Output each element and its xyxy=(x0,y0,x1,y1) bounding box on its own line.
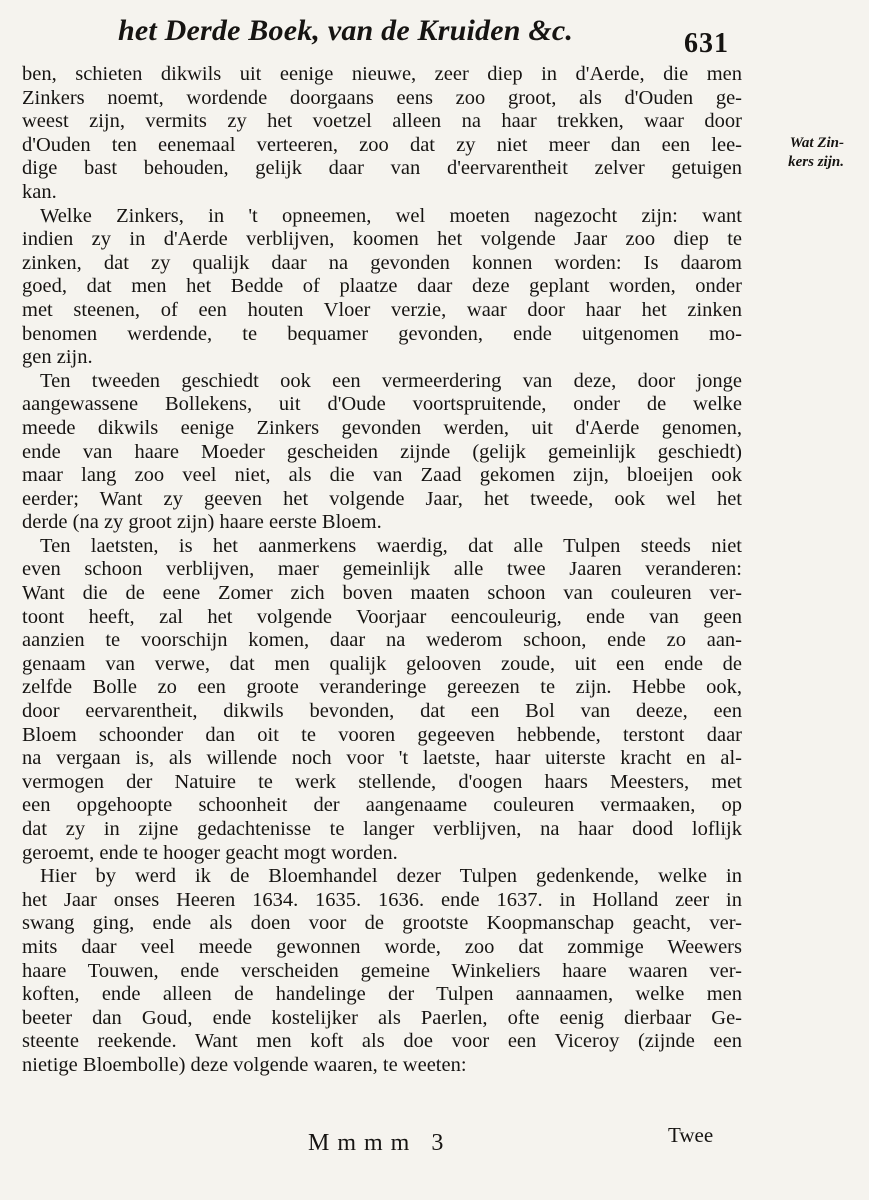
text-line: Hier by werd ik de Bloemhandel dezer Tulpen gedenkende, welke in xyxy=(40,865,742,888)
margin-note xyxy=(744,134,844,172)
text-line: na vergaan is, als willende noch voor 't laetste, haar uiterste kracht en al- xyxy=(22,747,742,770)
text-line: dat zy in zijne gedachtenisse te langer verblijven, na haar dood loflijk xyxy=(22,818,742,840)
text-line: haare Touwen, ende verscheiden gemeine Winkeliers haare waaren ver- xyxy=(22,959,742,982)
text-line: gen zijn. xyxy=(22,346,93,369)
running-title: het Derde Boek, van de Kruiden &c. xyxy=(118,14,574,47)
text-line: aangewassene Bollekens, uit d'Oude voortspruitende, onder de welke xyxy=(22,393,742,416)
text-line: steente reekende. Want men koft als doe voor een Viceroy (zijnde een xyxy=(22,1030,742,1053)
text-line: eerder; Want zy geeven het volgende Jaar, het tweede, ook wel het xyxy=(22,487,742,510)
text-line: geroemt, ende te hooger geacht mogt worden. xyxy=(22,841,398,864)
text-line: nietige Bloembolle) deze volgende waaren, te weeten: xyxy=(22,1053,467,1076)
text-line: koften, ende alleen de handelinge der Tulpen aannaamen, welke men xyxy=(22,983,742,1006)
text-line: aanzien te voorschijn komen, daar na wederom schoon, ende zo aan- xyxy=(22,629,742,652)
text-line: zelfde Bolle zo een groote veranderinge gereezen te zijn. Hebbe ook, xyxy=(22,676,742,699)
margin-note-line: kers zijn. xyxy=(788,154,844,170)
text-line: beeter dan Goud, ende kostelijker als Paerlen, ofte eenig dierbaar Ge- xyxy=(22,1006,742,1029)
text-line: maar lang zoo veel niet, als die van Zaad gekomen zijn, bloeijen ook xyxy=(22,464,742,487)
text-line: dige bast behouden, gelijk daar van d'eervarentheit zelver getuigen xyxy=(22,157,742,180)
text-line: door eervarentheit, dikwils bevonden, dat een Bol van deeze, een xyxy=(22,700,742,723)
page-number: 631 xyxy=(684,28,729,59)
text-line: ben, schieten dikwils uit eenige nieuwe, zeer diep in d'Aerde, die men xyxy=(22,63,742,85)
text-line: genaam van verwe, dat men qualijk gelooven zoude, uit een ende de xyxy=(22,652,742,675)
text-line: met steenen, of een houten Vloer verzie, waar door haar het zinken xyxy=(22,298,742,321)
text-line: Ten tweeden geschiedt ook een vermeerdering van deze, door jonge xyxy=(40,369,742,392)
text-line: Zinkers noemt, wordende doorgaans eens zoo groot, als d'Ouden ge- xyxy=(22,86,742,109)
text-line: mits daar veel meede gewonnen worde, zoo dat zommige Weewers xyxy=(22,935,742,958)
text-line: vermogen der Natuire te werk stellende, d'oogen haars Meesters, met xyxy=(22,770,742,793)
text-line: zinken, dat zy qualijk daar na gevonden konnen worden: Is daarom xyxy=(22,251,742,274)
signature-mark: Mmmm 3 xyxy=(308,1130,452,1156)
text-line: d'Ouden ten eenemaal verteeren, zoo dat zy niet meer dan een lee- xyxy=(22,133,742,156)
text-line: Ten laetsten, is het aanmerkens waerdig, dat alle Tulpen steeds niet xyxy=(40,534,742,557)
text-line: derde (na zy groot zijn) haare eerste Bloem. xyxy=(22,511,382,534)
text-line: goed, dat men het Bedde of plaatze daar deze geplant worden, onder xyxy=(22,275,742,298)
text-line: indien zy in d'Aerde verblijven, koomen het volgende Jaar zoo diep te xyxy=(22,228,742,251)
text-line: swang ging, ende als doen voor de grootste Koopmanschap geacht, ver- xyxy=(22,912,742,935)
margin-note-line: Wat Zin- xyxy=(789,135,844,151)
text-line: meede dikwils eenige Zinkers gevonden werden, uit d'Aerde genomen, xyxy=(22,416,742,439)
text-line: ende van haare Moeder gescheiden zijnde (gelijk gemeinlijk geschiedt) xyxy=(22,440,742,463)
text-line: toont heeft, zal het volgende Voorjaar eencouleurig, ende van geen xyxy=(22,605,742,628)
text-line: Welke Zinkers, in 't opneemen, wel moeten nagezocht zijn: want xyxy=(40,204,742,227)
text-line: weest zijn, vermits zy het voetzel alleen na haar trekken, waar door xyxy=(22,110,742,133)
text-line: kan. xyxy=(22,180,57,203)
text-line: het Jaar onses Heeren 1634. 1635. 1636. ende 1637. in Holland zeer in xyxy=(22,888,742,911)
catchword: Twee xyxy=(668,1123,714,1147)
text-line: Want die de eene Zomer zich boven maaten schoon van couleuren ver- xyxy=(22,582,742,605)
body-text xyxy=(22,63,742,1078)
text-line: even schoon verblijven, maer gemeinlijk alle twee Jaaren veranderen: xyxy=(22,558,742,581)
text-line: Bloem schoonder dan oit te vooren gegeeven hebbende, terstont daar xyxy=(22,723,742,746)
text-line: een opgehoopte schoonheit der aangenaame couleuren vermaaken, op xyxy=(22,794,742,817)
text-line: benomen werdende, te bequamer gevonden, ende uitgenomen mo- xyxy=(22,322,742,345)
